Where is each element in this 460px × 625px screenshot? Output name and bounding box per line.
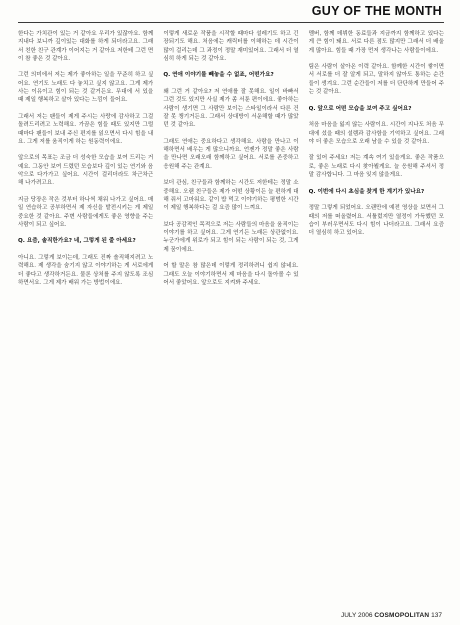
body-paragraph: 보다 공감적인 목적으로 저는 사람들의 마음을 움직이는 이야기를 하고 싶어요. 그게 연기든 노래든 상관없이요. 누군가에게 위로가 되고 힘이 되는 사람이 되는 것, 그게 제 꿈이에요. xyxy=(163,221,299,253)
section-header: GUY OF THE MONTH xyxy=(311,4,442,18)
body-paragraph: 그래서 저는 팬들이 제게 주시는 사랑에 감사하고 그걸 돌려드리려고 노력해요. 가끔은 힘들 때도 있지만 그럴 때마다 팬들이 보내 주신 편지를 읽으면서 다시 힘을 내요. 그게 저를 움직이게 하는 원동력이에요. xyxy=(18,113,154,145)
body-paragraph: 팀은 사람이 살아온 이력 같아요. 함께한 시간이 쌓이면서 서로를 더 잘 알게 되고, 말하지 않아도 통하는 순간들이 생겨요. 그런 순간들이 저를 더 단단하게 만들어 주는 것 같아요. xyxy=(308,64,444,96)
magazine-brand: COSMOPOLITAN xyxy=(374,612,430,619)
header-rule xyxy=(18,22,444,23)
body-paragraph: 지금 당장은 작은 것부터 하나씩 채워 나가고 싶어요. 매일 연습하고 공부하면서 제 자신을 발전시키는 게 제일 중요한 것 같아요. 주변 사람들에게도 좋은 영향을 주는 사람이 되고 싶어요. xyxy=(18,196,154,228)
text-column-3 xyxy=(309,30,444,602)
interview-question: Q. 요즘, 솔직한가요? 네, 그렇게 된 줄 아세요? xyxy=(18,238,136,245)
body-paragraph: 잘 있어 주세요! 저는 계속 여기 있을게요. 좋은 작품으로, 좋은 노래로 다시 찾아뵐게요. 늘 응원해 주셔서 정말 감사합니다. 그 마음 잊지 않을게요. xyxy=(308,155,444,179)
body-paragraph: 이렇게 새로운 작품을 시작할 때마다 설레기도 하고 긴장되기도 해요. 처음에는 캐릭터를 이해하는 데 시간이 많이 걸리는데 그 과정이 정말 재미있어요. 그래서 더 열심히 하게 되는 것 같아요. xyxy=(163,31,299,62)
issue-date: JULY 2006 xyxy=(340,612,373,619)
body-paragraph: 정말 그렇게 되었어요. 오랜만에 예전 영상을 보면서 그때의 저를 떠올렸어요. 서툴렀지만 열정이 가득했던 모습이 부러우면서도 다시 힘이 나더라고요. 그래서 요즘 더 열심히 하고 있어요. xyxy=(308,205,444,237)
interview-question: Q. 이번에 다시 초심을 찾게 한 계기가 있나요? xyxy=(308,188,425,195)
interview-question: Q. 연애 이야기를 빼놓을 수 없죠, 어떤가요? xyxy=(163,72,274,79)
interview-question: Q. 앞으로 어떤 모습을 보여 주고 싶어요? xyxy=(308,105,412,112)
body-paragraph: 멤버, 함께 데뷔한 동료들과 지금까지 함께하고 있다는 게 큰 힘이 돼요. 서로 다른 점도 많지만 그래서 더 배울 게 많아요. 힘들 때 가장 먼저 생각나는 사람들이에요. xyxy=(308,31,444,54)
body-paragraph: 보더 관심, 친구들과 함께하는 시간도 저한테는 정말 소중해요. 오랜 친구들은 제가 어떤 상황이든 늘 편하게 대해 줘서 고마워요. 같이 밥 먹고 이야기하는 평범한 시간이 제일 행복하다는 걸 요즘 많이 느껴요. xyxy=(163,180,299,212)
body-paragraph: 한다는 가치관이 있는 거 같아요 우리가 있잖아요. 함께 지내다 보니까 깊이있는 대화를 하게 되더라고요. 그래서 친한 친구 관계가 이어지는 거 같아요 저한테 그런 면이 참 좋은 것 같아요. xyxy=(18,31,154,62)
page-footer xyxy=(341,612,442,619)
body-paragraph: 어 할 말은 참 많은데 이렇게 정리하려니 쉽지 않네요. 그래도 오늘 이야기하면서 제 마음을 다시 돌아볼 수 있어서 좋았어요. 앞으로도 지켜봐 주세요. xyxy=(163,263,299,286)
body-paragraph: 그래도 연애는 중요하다고 생각해요. 사람을 만나고 이해하면서 배우는 게 많으니까요. 언젠가 정말 좋은 사람을 만나면 오래오래 함께하고 싶어요. 서로를 존중하고 응원해 주는 관계요. xyxy=(163,138,299,170)
body-paragraph: 앞으로의 목표는 조금 더 성숙한 모습을 보여 드리는 거예요. 그동안 보여 드렸던 모습보다 깊이 있는 연기와 음악으로 다가가고 싶어요. 시간이 걸리더라도 차근차근 해 나가려고요. xyxy=(18,155,154,187)
page-number: 137 xyxy=(431,612,442,619)
body-paragraph: 왜 그런 거 같아요? 저 연애를 잘 못해요. 일이 바빠서 그런 것도 있지만 사실 제가 좀 서툰 편이에요. 좋아하는 사람이 생기면 그 사람만 보이는 스타일이라서 다른 건 잘 못 챙기거든요. 그래서 상대방이 서운해할 때가 많았던 것 같아요. xyxy=(163,89,299,129)
text-column-1 xyxy=(18,30,153,602)
text-column-2 xyxy=(163,30,298,602)
body-paragraph: 그런 의미에서 저는 제가 좋아하는 일을 꾸준히 하고 싶어요. 연기도 노래도 다 놓치고 싶지 않고요. 그게 제가 사는 이유이고 힘이 되는 것 같거든요. 무대에 서 있을 때 제일 행복하고 살아 있다는 느낌이 들어요. xyxy=(18,72,154,104)
body-paragraph: 아니요. 그렇게 보이는데, 그래도 진짜 솔직해지려고 노력해요. 제 생각을 숨기지 않고 이야기하는 게 서로에게 더 좋다고 생각하거든요. 물론 상처를 주지 않도록 조심하면서요. 그게 제가 배워 가는 방법이에요. xyxy=(18,255,154,286)
article-body xyxy=(18,30,444,602)
body-paragraph: 처음 마음을 잃지 않는 사람이요. 시간이 지나도 처음 무대에 섰을 때의 설렘과 감사함을 기억하고 싶어요. 그래야 더 좋은 모습으로 오래 남을 수 있을 것 같아요. xyxy=(308,122,444,145)
